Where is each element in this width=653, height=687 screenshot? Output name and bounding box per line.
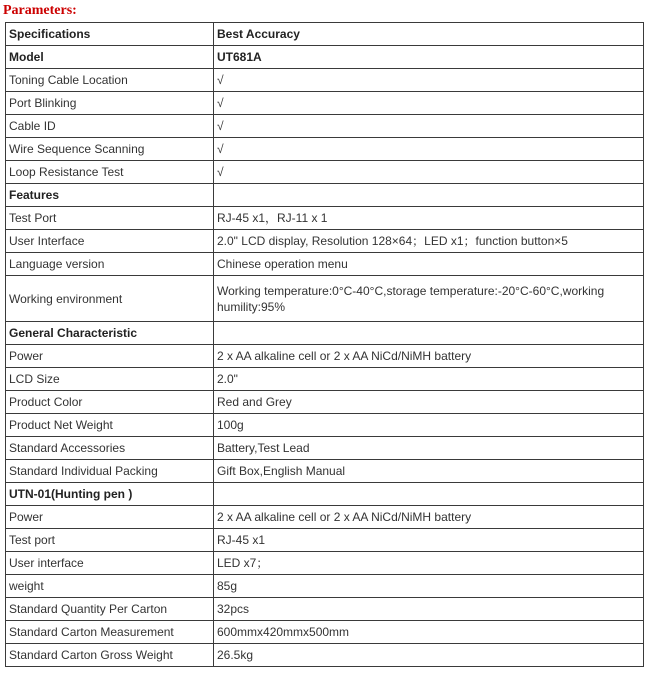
spec-value-cell: Battery,Test Lead bbox=[214, 437, 644, 460]
spec-value-cell: Chinese operation menu bbox=[214, 253, 644, 276]
section-header-row bbox=[6, 483, 644, 506]
table-row bbox=[6, 506, 644, 529]
table-row bbox=[6, 115, 644, 138]
table-row bbox=[6, 529, 644, 552]
spec-name-cell: Test port bbox=[6, 529, 214, 552]
table-row bbox=[6, 621, 644, 644]
table-row bbox=[6, 414, 644, 437]
spec-value-cell: 26.5kg bbox=[214, 644, 644, 667]
spec-name-cell: Standard Carton Measurement bbox=[6, 621, 214, 644]
table-row bbox=[6, 460, 644, 483]
spec-value-cell: 2.0" bbox=[214, 368, 644, 391]
table-header-row bbox=[6, 23, 644, 46]
spec-name-cell: Power bbox=[6, 506, 214, 529]
spec-value-cell: 600mmx420mmx500mm bbox=[214, 621, 644, 644]
table-row bbox=[6, 391, 644, 414]
spec-value-cell: 100g bbox=[214, 414, 644, 437]
spec-name-cell: Cable ID bbox=[6, 115, 214, 138]
table-row bbox=[6, 368, 644, 391]
table-row bbox=[6, 92, 644, 115]
section-header-row bbox=[6, 184, 644, 207]
table-row bbox=[6, 207, 644, 230]
spec-name-cell: Working environment bbox=[6, 276, 214, 322]
spec-name-cell: Power bbox=[6, 345, 214, 368]
spec-value-cell: √ bbox=[214, 115, 644, 138]
spec-name-cell: Standard Individual Packing bbox=[6, 460, 214, 483]
spec-name-cell: weight bbox=[6, 575, 214, 598]
spec-value-cell: 2 x AA alkaline cell or 2 x AA NiCd/NiMH battery bbox=[214, 506, 644, 529]
spec-name-cell: Standard Quantity Per Carton bbox=[6, 598, 214, 621]
spec-value-cell: 2 x AA alkaline cell or 2 x AA NiCd/NiMH battery bbox=[214, 345, 644, 368]
table-row bbox=[6, 276, 644, 322]
spec-value-cell: RJ-45 x1，RJ-11 x 1 bbox=[214, 207, 644, 230]
section-title: Features bbox=[6, 184, 214, 207]
spec-value-cell: Gift Box,English Manual bbox=[214, 460, 644, 483]
table-row bbox=[6, 644, 644, 667]
spec-value-cell: √ bbox=[214, 92, 644, 115]
spec-name-cell: Toning Cable Location bbox=[6, 69, 214, 92]
table-row bbox=[6, 345, 644, 368]
table-row bbox=[6, 253, 644, 276]
spec-value-cell: 32pcs bbox=[214, 598, 644, 621]
spec-name-cell: User Interface bbox=[6, 230, 214, 253]
spec-value-cell bbox=[214, 184, 644, 207]
spec-name-cell: Port Blinking bbox=[6, 92, 214, 115]
spec-name-cell: Loop Resistance Test bbox=[6, 161, 214, 184]
table-row bbox=[6, 161, 644, 184]
specifications-table bbox=[5, 22, 644, 667]
spec-value-cell: UT681A bbox=[214, 46, 644, 69]
spec-name-cell: Product Color bbox=[6, 391, 214, 414]
table-row bbox=[6, 138, 644, 161]
spec-value-cell bbox=[214, 322, 644, 345]
table-row bbox=[6, 46, 644, 69]
spec-name-cell: LCD Size bbox=[6, 368, 214, 391]
spec-value-cell: RJ-45 x1 bbox=[214, 529, 644, 552]
table-row bbox=[6, 575, 644, 598]
spec-name-cell: Test Port bbox=[6, 207, 214, 230]
spec-name-cell: User interface bbox=[6, 552, 214, 575]
header-specifications: Specifications bbox=[6, 23, 214, 46]
table-row bbox=[6, 598, 644, 621]
spec-name-cell: Language version bbox=[6, 253, 214, 276]
spec-name-cell: Product Net Weight bbox=[6, 414, 214, 437]
spec-name-cell: Standard Accessories bbox=[6, 437, 214, 460]
table-row bbox=[6, 230, 644, 253]
spec-value-cell bbox=[214, 483, 644, 506]
section-title: UTN-01(Hunting pen ) bbox=[6, 483, 214, 506]
spec-value-cell: LED x7； bbox=[214, 552, 644, 575]
table-row bbox=[6, 69, 644, 92]
spec-value-cell: √ bbox=[214, 138, 644, 161]
spec-value-cell: √ bbox=[214, 161, 644, 184]
spec-name-cell: Model bbox=[6, 46, 214, 69]
spec-value-cell: 85g bbox=[214, 575, 644, 598]
spec-value-cell: 2.0" LCD display, Resolution 128×64；LED x1；function button×5 bbox=[214, 230, 644, 253]
table-row bbox=[6, 437, 644, 460]
spec-name-cell: Wire Sequence Scanning bbox=[6, 138, 214, 161]
spec-value-cell: Red and Grey bbox=[214, 391, 644, 414]
spec-name-cell: Standard Carton Gross Weight bbox=[6, 644, 214, 667]
page-title: Parameters: bbox=[3, 3, 77, 18]
spec-value-cell: Working temperature:0°C-40°C,storage temperature:-20°C-60°C,working humility:95% bbox=[214, 276, 644, 322]
spec-value-cell: √ bbox=[214, 69, 644, 92]
section-header-row bbox=[6, 322, 644, 345]
table-row bbox=[6, 552, 644, 575]
section-title: General Characteristic bbox=[6, 322, 214, 345]
header-best-accuracy: Best Accuracy bbox=[214, 23, 644, 46]
